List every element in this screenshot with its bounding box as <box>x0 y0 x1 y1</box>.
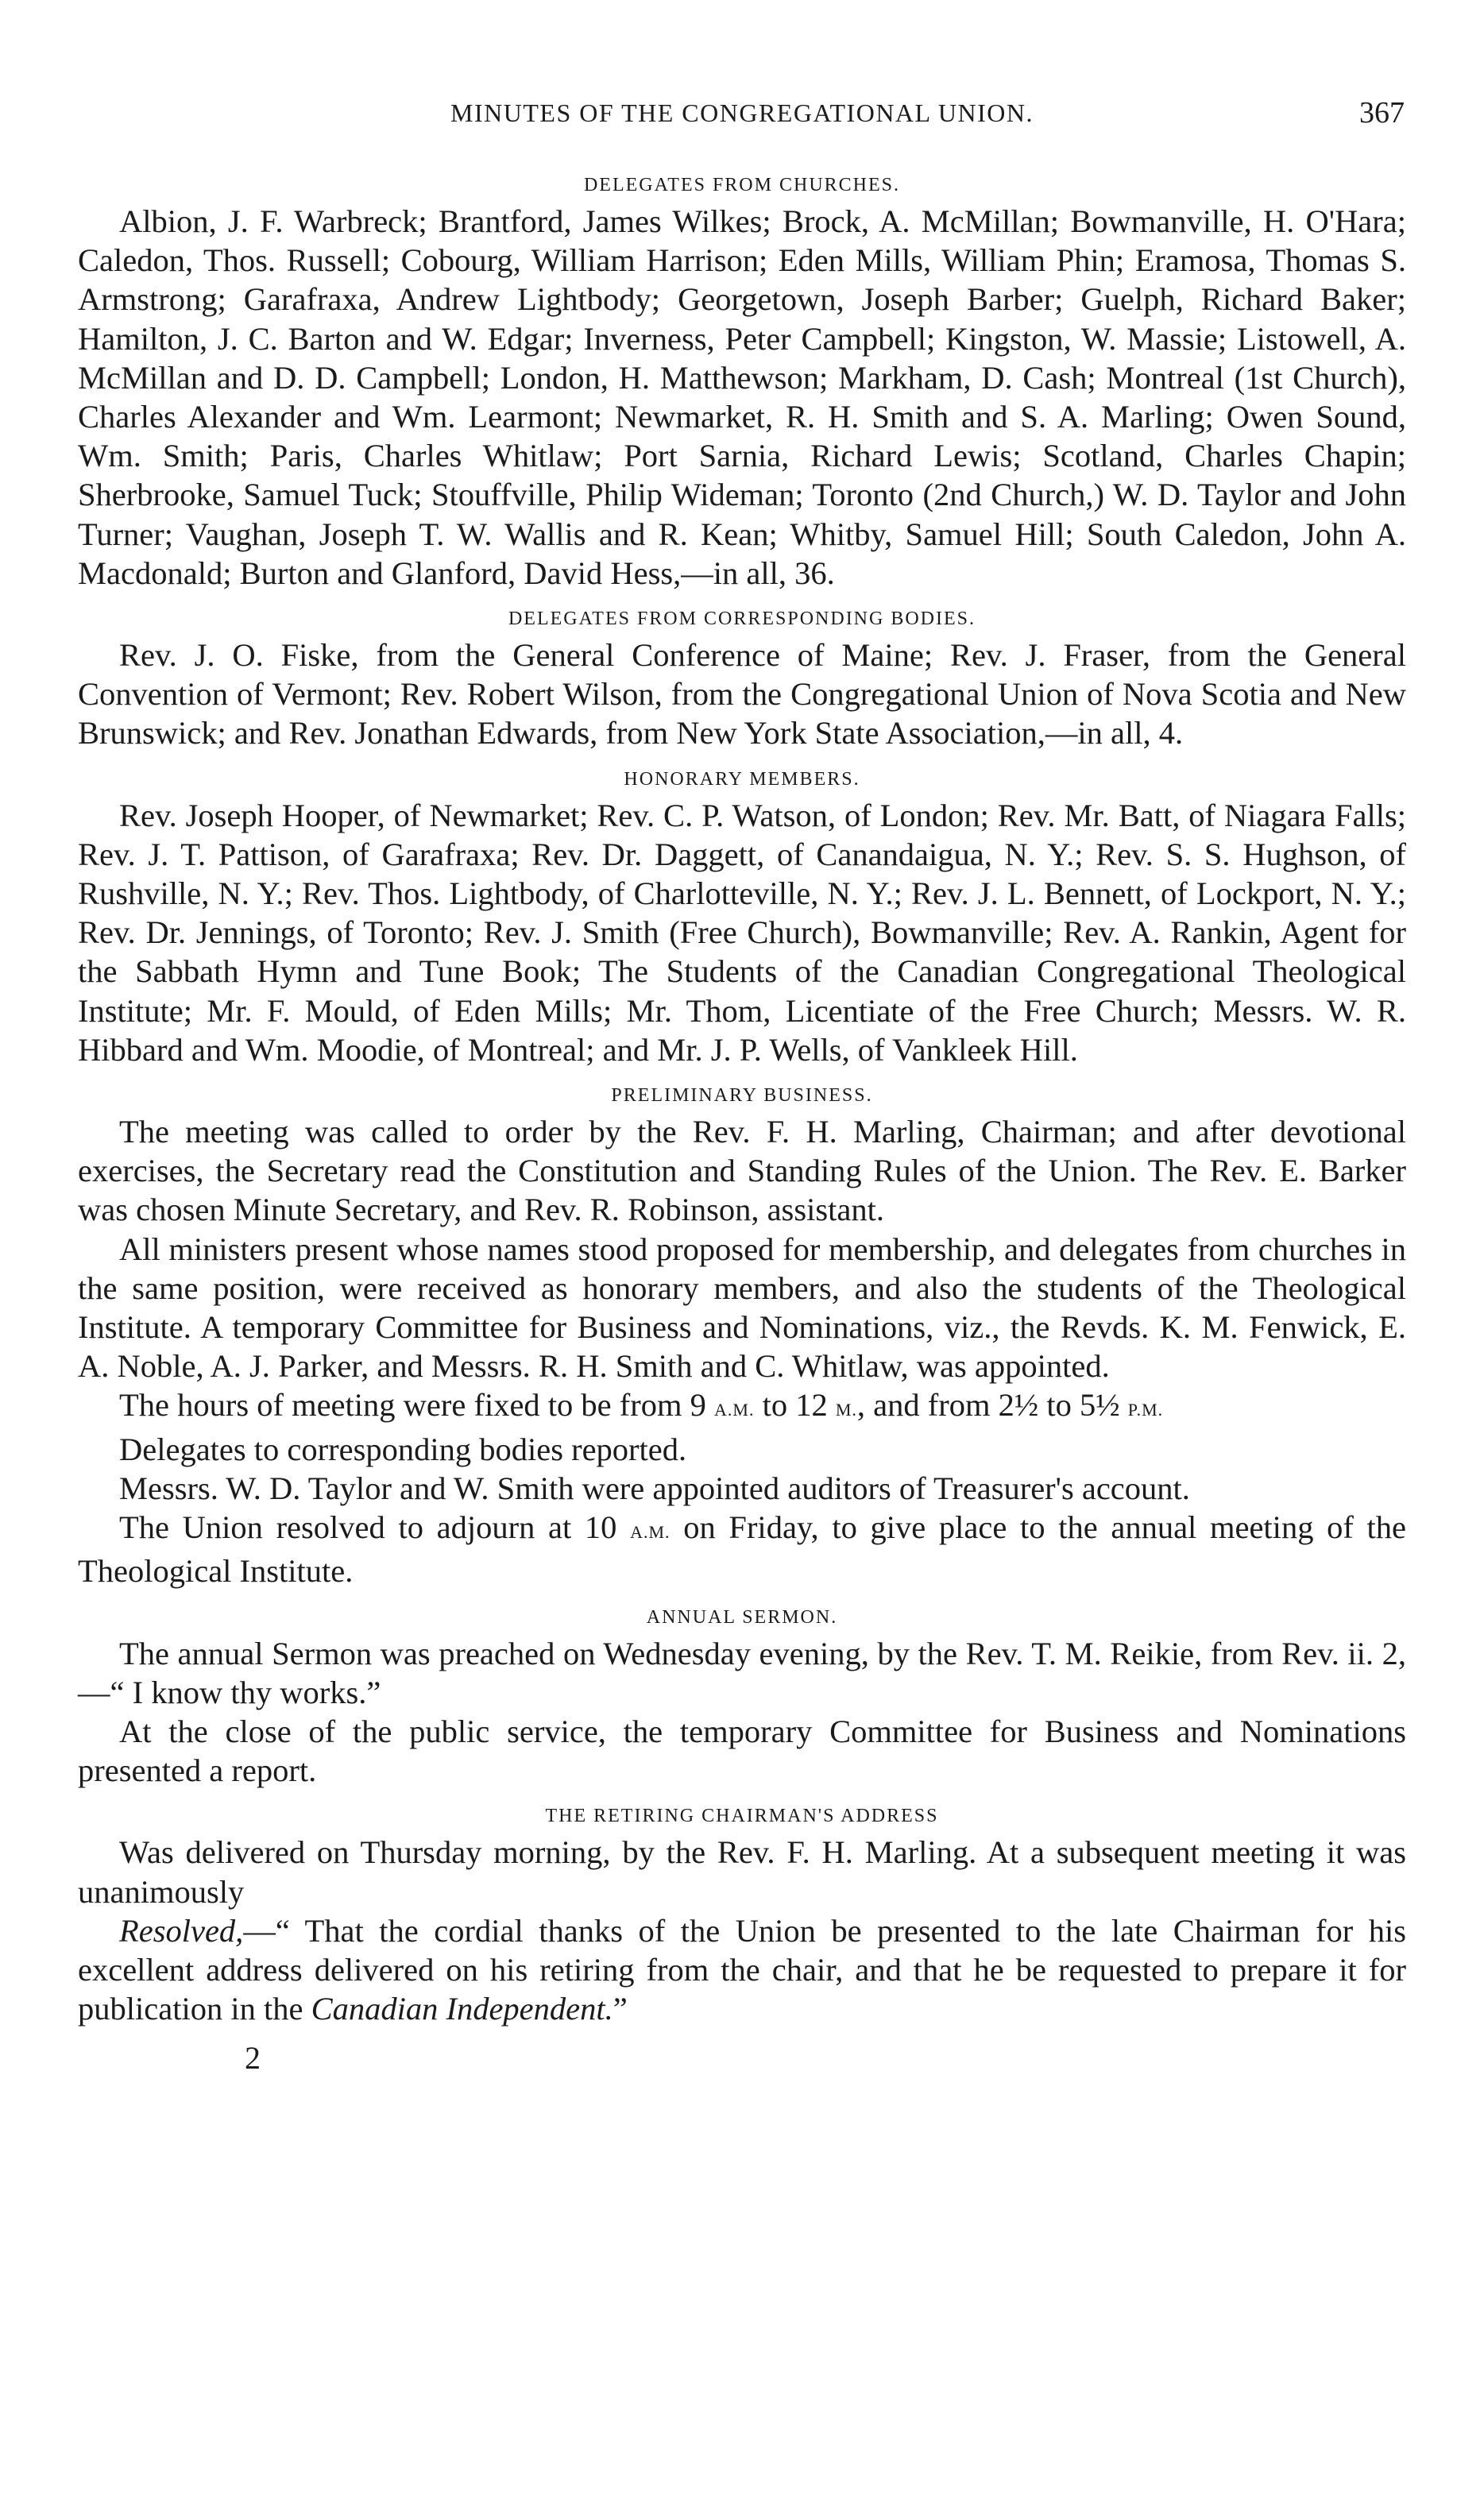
preliminary-paragraph-hours <box>78 1385 1406 1429</box>
preliminary-paragraph-6 <box>78 1508 1406 1590</box>
page-number: 367 <box>1359 96 1405 129</box>
adjourn-text-1: The Union resolved to adjourn at 10 <box>119 1509 617 1546</box>
hours-text-3: , and from 2½ to 5½ <box>856 1387 1120 1424</box>
address-paragraph-1: Was delivered on Thursday morning, by the Rev. F. H. Marling. At a subsequent meeting it was unanimously <box>78 1834 1406 1910</box>
address-resolution <box>78 1911 1406 2029</box>
journal-title: Canadian Independent. <box>311 1991 613 2027</box>
delegates-churches-list: Albion, J. F. Warbreck; Brantford, James Wilkes; Brock, A. McMillan; Bowmanville, H. O'Hara; Caledon, Thos. Russell; Cobourg, William Harrison; Eden Mills, William Phin; Eramosa, Thomas S. Armstrong; Garafraxa, Andrew Lightbody; Georgetown, Joseph Barber; Guelph, Richard Baker; Hamilton, J. C. Barton and W. Edgar; Inverness, Peter Campbell; Kingston, W. Massie; Listowell, A. McMillan and D. D. Campbell; London, H. Matthewson; Markham, D. Cash; Montreal (1st Church), Charles Alexander and Wm. Learmont; Newmarket, R. H. Smith and S. A. Marling; Owen Sound, Wm. Smith; Paris, Charles Whitlaw; Port Sarnia, Richard Lewis; Scotland, Charles Chapin; Sherbrooke, Samuel Tuck; Stouffville, Philip Wideman; Toronto (2nd Church,) W. D. Taylor and John Turner; Vaughan, Joseph T. W. Wallis and R. Kean; Whitby, Samuel Hill; South Caledon, John A. Macdonald; Burton and Glanford, David Hess,—in all, 36. <box>78 203 1406 591</box>
sermon-paragraph-1: The annual Sermon was preached on Wednesday evening, by the Rev. T. M. Reikie, from Rev. ii. 2,—“ I know thy works.” <box>78 1635 1406 1710</box>
heading-honorary-members: HONORARY MEMBERS. <box>624 768 860 790</box>
signature-mark: 2 <box>245 2040 261 2077</box>
preliminary-paragraph-1: The meeting was called to order by the Rev. F. H. Marling, Chairman; and after devotional exercises, the Secretary read the Constitution and Standing Rules of the Union. The Rev. E. Barker was chosen Minute Secretary, and Rev. R. Robinson, assistant. <box>78 1114 1406 1228</box>
hours-text-2: to 12 <box>762 1387 828 1424</box>
sermon-paragraph-2: At the close of the public service, the temporary Committee for Business and Nominations presented a report. <box>78 1713 1406 1789</box>
hours-pm: P.M. <box>1127 1400 1164 1420</box>
running-title: MINUTES OF THE CONGREGATIONAL UNION. <box>450 99 1034 127</box>
hours-am: A.M. <box>714 1400 755 1420</box>
preliminary-paragraph-4: Delegates to corresponding bodies reported. <box>119 1431 687 1467</box>
resolution-close-quote: ” <box>613 1991 628 2027</box>
heading-delegates-churches: DELEGATES FROM CHURCHES. <box>583 175 901 195</box>
preliminary-paragraph-5: Messrs. W. D. Taylor and W. Smith were appointed auditors of Treasurer's account. <box>119 1470 1190 1506</box>
preliminary-paragraph-2: All ministers present whose names stood proposed for membership, and delegates from churches in the same position, were received as honorary members, and also the students of the Theological Institute. A temporary Committee for Business and Nominations, viz., the Revds. K. M. Fenwick, E. A. Noble, A. J. Parker, and Messrs. R. H. Smith and C. Whitlaw, was appointed. <box>78 1231 1406 1385</box>
adjourn-text-2: on Friday, to give place to the annual meeting of the Theological Institute. <box>78 1509 1407 1590</box>
heading-chairman-address: THE RETIRING CHAIRMAN'S ADDRESS <box>545 1806 939 1827</box>
honorary-members-list: Rev. Joseph Hooper, of Newmarket; Rev. C. P. Watson, of London; Rev. Mr. Batt, of Niagara Falls; Rev. J. T. Pattison, of Garafraxa; Rev. Dr. Daggett, of Canandaigua, N. Y.; Rev. S. S. Hughson, of Rushville, N. Y.; Rev. Thos. Lightbody, of Charlotteville, N. Y.; Rev. J. L. Bennett, of Lockport, N. Y.; Rev. Dr. Jennings, of Toronto; Rev. J. Smith (Free Church), Bowmanville; Rev. A. Rankin, Agent for the Sabbath Hymn and Tune Book; The Students of the Canadian Congregational Theological Institute; Mr. F. Mould, of Eden Mills; Mr. Thom, Licentiate of the Free Church; Messrs. W. R. Hibbard and Wm. Moodie, of Montreal; and Mr. J. P. Wells, of Vankleek Hill. <box>78 797 1406 1068</box>
hours-text-1: The hours of meeting were fixed to be from 9 <box>119 1387 706 1424</box>
adjourn-am: A.M. <box>630 1522 671 1543</box>
heading-preliminary-business: PRELIMINARY BUSINESS. <box>611 1085 873 1107</box>
delegates-bodies-list: Rev. J. O. Fiske, from the General Conference of Maine; Rev. J. Fraser, from the General Convention of Vermont; Rev. Robert Wilson, from the Congregational Union of Nova Scotia and New Brunswick; and Rev. Jonathan Edwards, from New York State Association,—in all, 4. <box>78 637 1406 752</box>
resolution-text: —“ That the cordial thanks of the Union be presented to the late Chairman for his excellent address delivered on his retiring from the chair, and that he be requested to prepare it for publication in the <box>78 1912 1406 2027</box>
resolved-label: Resolved, <box>119 1912 244 1949</box>
heading-delegates-bodies: DELEGATES FROM CORRESPONDING BODIES. <box>508 609 976 630</box>
hours-noon: M. <box>835 1400 857 1420</box>
heading-annual-sermon: ANNUAL SERMON. <box>646 1606 838 1628</box>
running-head <box>78 87 1406 138</box>
